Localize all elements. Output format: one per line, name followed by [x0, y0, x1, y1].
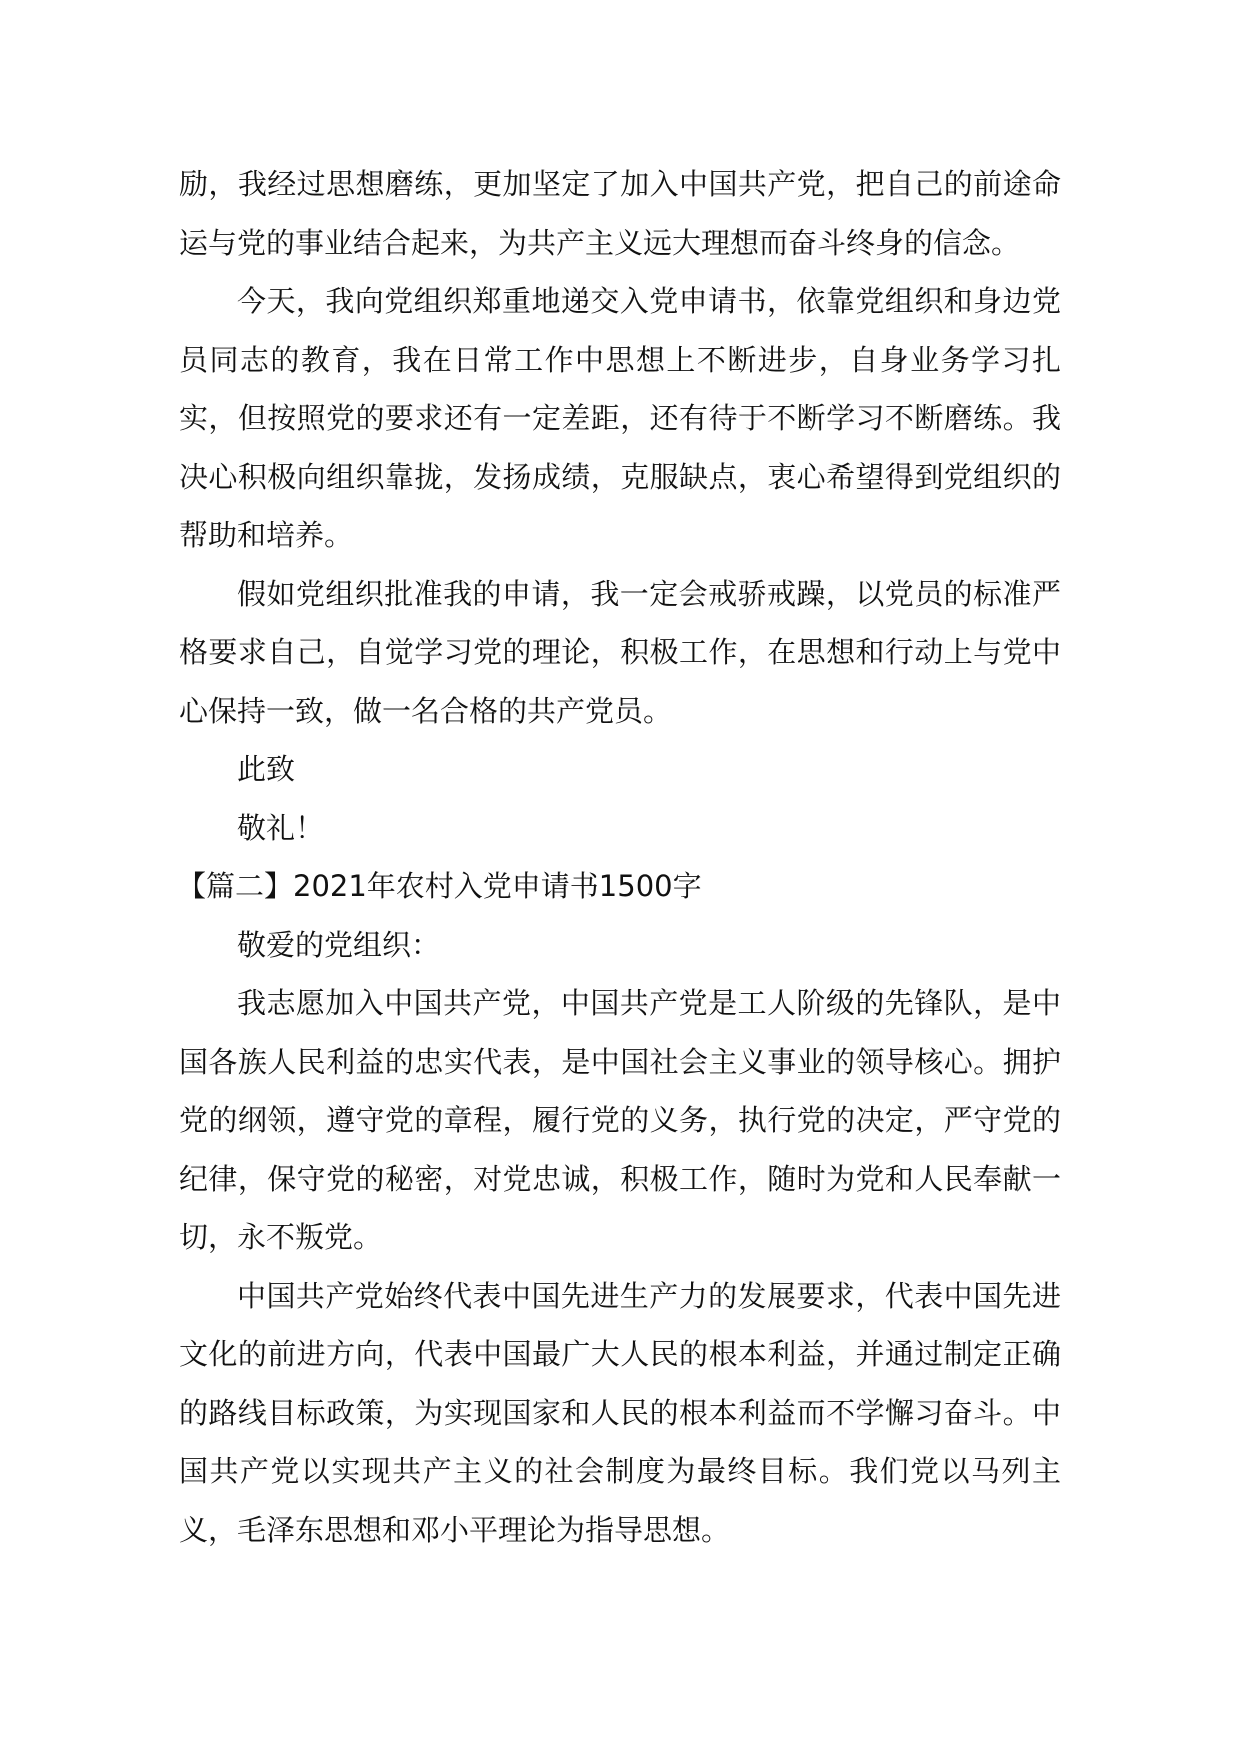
paragraph-application-submission: 今天，我向党组织郑重地递交入党申请书，依靠党组织和身边党员同志的教育，我在日常工作中思想上不断进步，自身业务学习扎实，但按照党的要求还有一定差距，还有待于不断学习不断磨练。我决心积极向组织靠拢，发扬成绩，克服缺点，衷心希望得到党组织的帮助和培养。 [179, 284, 1061, 552]
paragraph-volunteer: 我志愿加入中国共产党，中国共产党是工人阶级的先锋队，是中国各族人民利益的忠实代表，是中国社会主义事业的领导核心。拥护党的纲领，遵守党的章程，履行党的义务，执行党的决定，严守党的纪律，保守党的秘密，对党忠诚，积极工作，随时为党和人民奉献一切，永不叛党。 [179, 986, 1061, 1254]
paragraph-pledge: 假如党组织批准我的申请，我一定会戒骄戒躁，以党员的标准严格要求自己，自觉学习党的理论，积极工作，在思想和行动上与党中心保持一致，做一名合格的共产党员。 [179, 576, 1061, 728]
closing-jingli: 敬礼！ [237, 810, 325, 845]
paragraph-continuation: 励，我经过思想磨练，更加坚定了加入中国共产党，把自己的前途命运与党的事业结合起来，为共产主义远大理想而奋斗终身的信念。 [179, 167, 1061, 260]
paragraph-party-represents: 中国共产党始终代表中国先进生产力的发展要求，代表中国先进文化的前进方向，代表中国最广大人民的根本利益，并通过制定正确的路线目标政策，为实现国家和人民的根本利益而不学懈习奋斗。中国共产党以实现共产主义的社会制度为最终目标。我们党以马列主义，毛泽东思想和邓小平理论为指导思想。 [179, 1278, 1061, 1547]
salutation: 敬爱的党组织： [237, 927, 441, 962]
document-body [179, 155, 1061, 1559]
section-heading: 【篇二】2021年农村入党申请书1500字 [177, 869, 702, 903]
closing-cizhi: 此致 [237, 752, 296, 786]
